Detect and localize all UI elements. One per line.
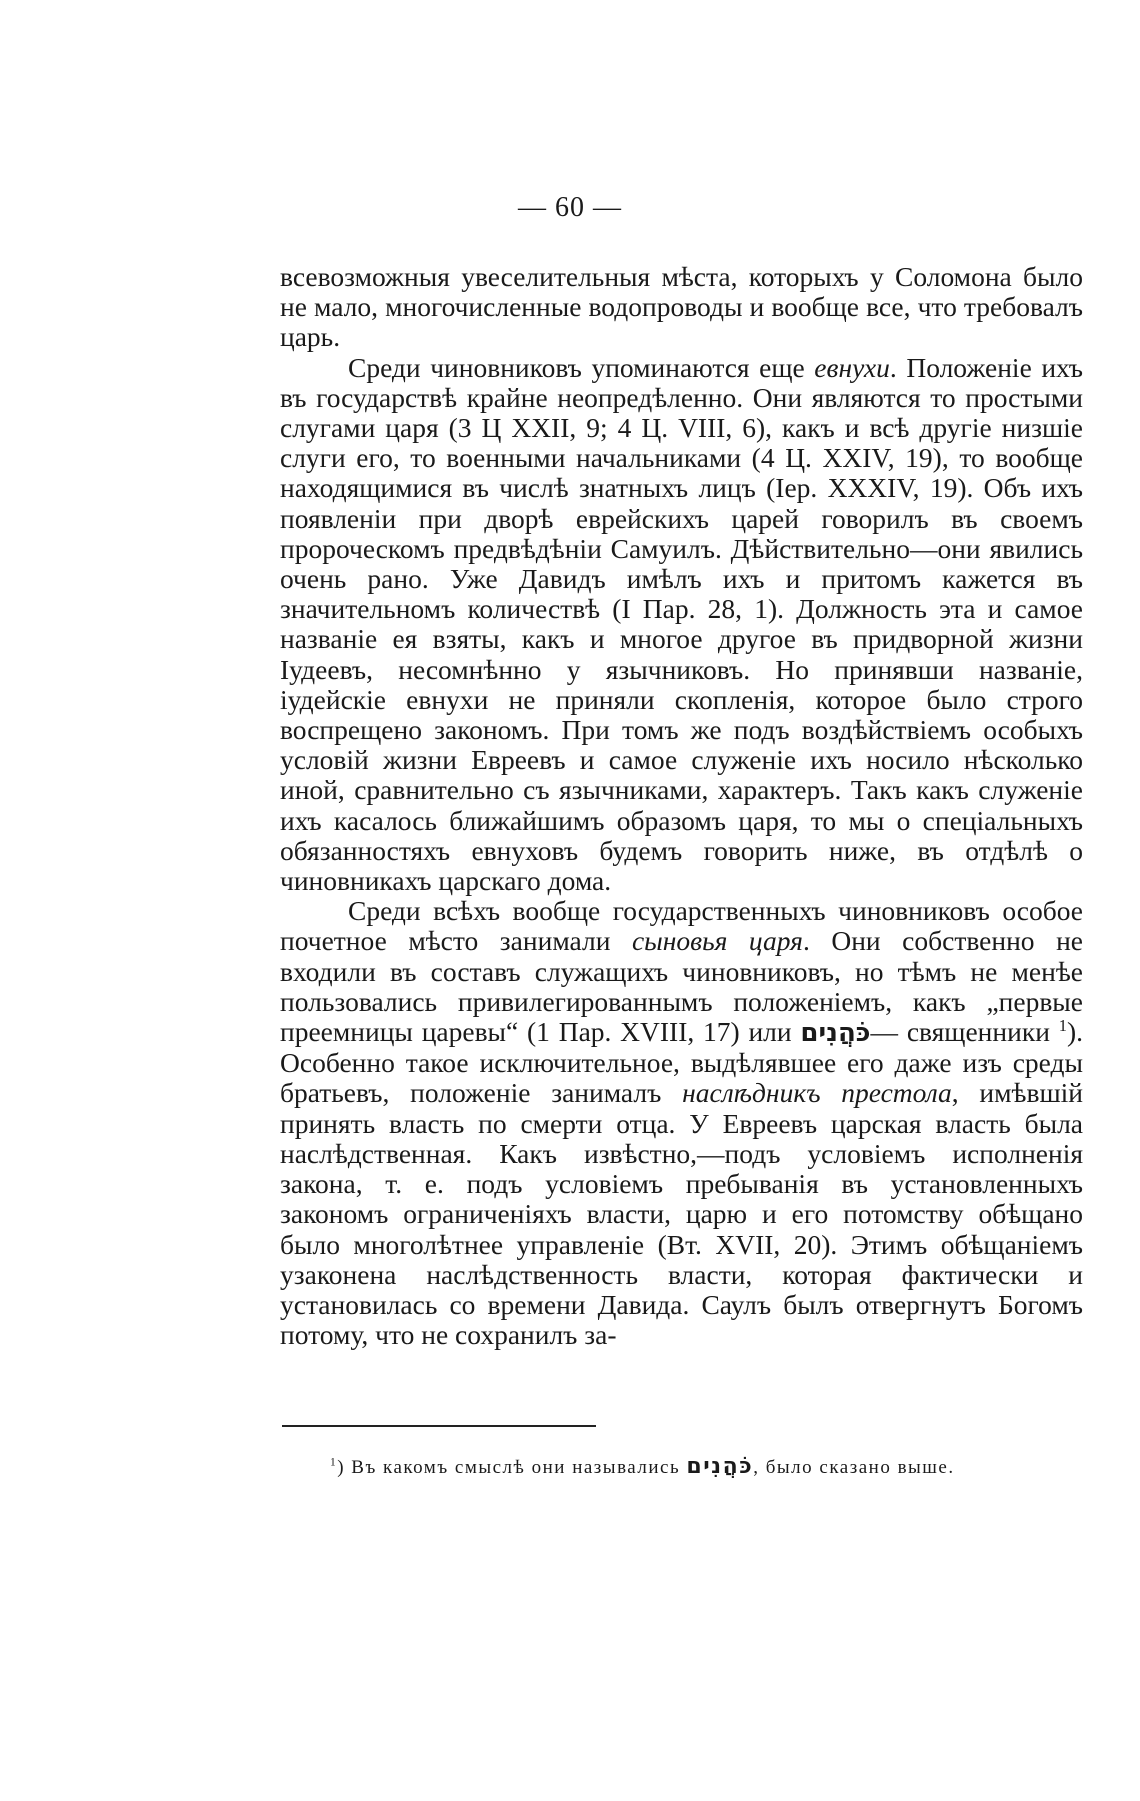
emphasized-term: наслѣдникъ престола [682, 1077, 952, 1109]
paragraph [280, 353, 1083, 897]
text-run: . Положеніе ихъ въ государствѣ крайне неопредѣленно. Они являются то простыми слугами царя (3 Ц XXII, 9; 4 Ц. VIII, 6), какъ и всѣ другіе низшіе слуги его, то военными начальниками (4 Ц. XXIV, 19), то вообще находящимися въ числѣ знатныхъ лицъ (Іер. XXXIV, 19). Объ ихъ появленіи при дворѣ еврейскихъ царей говорилъ въ своемъ пророческомъ предвѣдѣніи Самуилъ. Дѣйствительно—они явились очень рано. Уже Давидъ имѣлъ ихъ и притомъ кажется въ значительномъ количествѣ (I Пар. 28, 1). Должность эта и самое названіе ея взяты, какъ и многое другое въ придворной жизни Іудеевъ, несомнѣнно у язычниковъ. Но принявши названіе, іудейскіе евнухи не приняли скопленія, которое было строго воспрещено закономъ. При томъ же подъ воздѣйствіемъ особыхъ условій жизни Евреевъ и самое служеніе ихъ носило нѣсколько иной, сравнительно съ язычниками, характеръ. Такъ какъ служеніе ихъ касалось ближайшимъ образомъ царя, то мы о спеціальныхъ обязанностяхъ евнуховъ будемъ говорить ниже, въ отдѣлѣ о чиновникахъ царскаго дома. [280, 351, 1083, 897]
paragraph [280, 896, 1083, 1350]
body-text [280, 262, 1083, 1350]
emphasized-term: евнухи [814, 351, 890, 383]
footnote-reference: 1 [1058, 1015, 1067, 1035]
footnote-text-before: ) Въ какомъ смыслѣ они назывались [337, 1457, 687, 1478]
text-run: всевозможныя увеселительныя мѣста, которыхъ у Соломона было не мало, многочисленные водопроводы и вообще все, что требовалъ царь. [280, 261, 1083, 353]
text-run: Среди всѣхъ вообще государственныхъ чиновниковъ особое почетное мѣсто занимали [280, 895, 1083, 957]
footnote-marker: 1 [330, 1456, 338, 1469]
footnote [330, 1453, 1090, 1482]
hebrew-word: כֹּהֲנִים [800, 1018, 871, 1049]
emphasized-term: сыновья царя [631, 925, 803, 957]
footnote-rule [282, 1425, 596, 1427]
page-number: — 60 — [518, 192, 622, 223]
text-run: ). Особенно такое исключительное, выдѣлявшее его даже изъ среды братьевъ, положеніе занималъ [280, 1016, 1083, 1109]
text-run: — священники [870, 1016, 1059, 1048]
footnote-hebrew-word: כֹּהֲנִים [686, 1454, 754, 1479]
footnote-text-after: , было сказано выше. [753, 1457, 955, 1478]
text-run: Среди чиновниковъ упоминаются еще [348, 351, 815, 383]
text-run: , имѣвшій принять власть по смерти отца. У Евреевъ царская власть была наслѣдственная. Какъ извѣстно,—подъ условіемъ исполненія закона, т. е. подъ условіемъ пребыванія въ установленныхъ закономъ ограниченіяхъ власти, царю и его потомству обѣщано было многолѣтнее управленіе (Вт. XVII, 20). Этимъ обѣщаніемъ узаконена наслѣдственность власти, которая фактически и установилась со времени Давида. Саулъ былъ отвергнутъ Богомъ потому, что не сохранилъ за- [280, 1077, 1083, 1351]
paragraph [280, 262, 1083, 353]
text-run: . Они собственно не входили въ составъ служащихъ чиновниковъ, но тѣмъ не менѣе пользовались привилегированнымъ положеніемъ, какъ „первые преемницы царевы“ (1 Пар. XVIII, 17) или [280, 925, 1084, 1048]
